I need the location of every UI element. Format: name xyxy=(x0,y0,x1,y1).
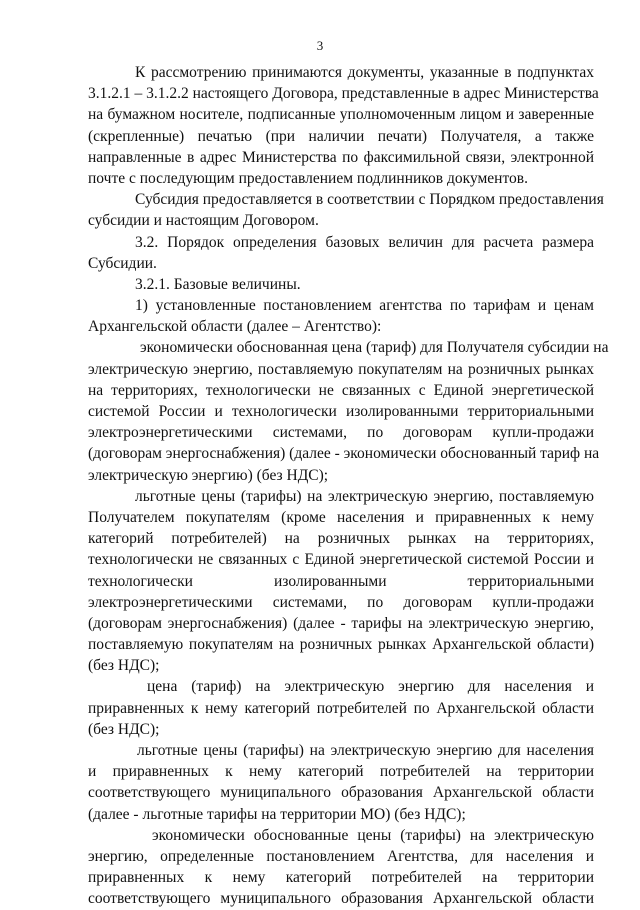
text-line: льготные цены (тарифы) на электрическую энергию, поставляемую xyxy=(135,487,594,505)
text-line: технологически не связанных с Единой энергетической системой России и xyxy=(88,551,594,569)
page-number: 3 xyxy=(316,38,324,53)
text-line: на территориях, технологически не связанных с Единой энергетической xyxy=(88,381,594,399)
text-line: экономически обоснованная цена (тариф) для Получателя субсидии на xyxy=(140,339,609,357)
text-line: (договорам энергоснабжения) (далее - экономически обоснованный тариф на xyxy=(88,445,600,463)
text-line: электрическую энергию) (без НДС); xyxy=(88,466,329,484)
text-line: 3.2.1. Базовые величины. xyxy=(135,275,301,293)
text-line: электроэнергетическими системами, по договорам купли-продажи xyxy=(88,593,594,611)
text-line: соответствующего муниципального образования Архангельской области xyxy=(88,784,594,802)
text-line: экономически обоснованные цены (тарифы) на электрическую xyxy=(152,826,594,844)
text-line: (далее - льготные тарифы на территории МО) (без НДС); xyxy=(88,805,466,823)
text-line: 3.2. Порядок определения базовых величин для расчета размера xyxy=(135,233,594,251)
text-line: соответствующего муниципального образования Архангельской области xyxy=(88,890,594,908)
text-line: 3.1.2.1 – 3.1.2.2 настоящего Договора, представленные в адрес Министерства xyxy=(88,85,599,103)
text-line: энергию, определенные постановлением Агентства, для населения и xyxy=(88,847,594,865)
text-line: Архангельской области (далее – Агентство): xyxy=(88,318,382,336)
text-line: Получателем покупателям (кроме населения и приравненных к нему xyxy=(88,508,594,526)
text-line: цена (тариф) на электрическую энергию для населения и xyxy=(147,678,594,696)
text-line: приравненных к нему категорий потребителей по Архангельской области xyxy=(88,699,594,717)
text-line: К рассмотрению принимаются документы, указанные в подпунктах xyxy=(135,64,594,81)
text-line: электрическую энергию, поставляемую покупателям на розничных рынках xyxy=(88,360,594,378)
text-line: (без НДС); xyxy=(88,720,160,738)
text-line: направленные в адрес Министерства по факсимильной связи, электронной xyxy=(88,148,594,166)
text-line: льготные цены (тарифы) на электрическую энергию для населения xyxy=(137,742,594,759)
document-body xyxy=(88,62,609,910)
text-line: технологически изолированными территориальными xyxy=(88,572,594,590)
text-line: на бумажном носителе, подписанные уполномоченным лицом и заверенные xyxy=(88,106,594,124)
text-line: Субсидии. xyxy=(88,254,157,272)
text-line: категорий потребителей) на розничных рынках на территориях, xyxy=(88,530,594,548)
text-line: почте с последующим предоставлением подлинников документов. xyxy=(88,169,528,187)
text-line: системой России и технологически изолированными территориальными xyxy=(88,403,594,420)
text-line: и приравненных к нему категорий потребителей на территории xyxy=(88,763,594,781)
text-line: Субсидия предоставляется в соответствии с Порядком предоставления xyxy=(135,191,604,209)
text-line: электроэнергетическими системами, по договорам купли-продажи xyxy=(88,424,594,442)
text-line: поставляемую покупателям на розничных рынках Архангельской области) xyxy=(88,636,594,654)
text-line: 1) установленные постановлением агентства по тарифам и ценам xyxy=(135,297,594,315)
text-line: (договорам энергоснабжения) (далее - тарифы на электрическую энергию, xyxy=(88,614,594,632)
text-line: приравненных к нему категорий потребителей на территории xyxy=(88,869,594,887)
text-line: субсидии и настоящим Договором. xyxy=(88,212,319,230)
text-line: (скрепленные) печатью (при наличии печати) Получателя, а также xyxy=(88,127,594,145)
text-line: (без НДС); xyxy=(88,657,160,675)
